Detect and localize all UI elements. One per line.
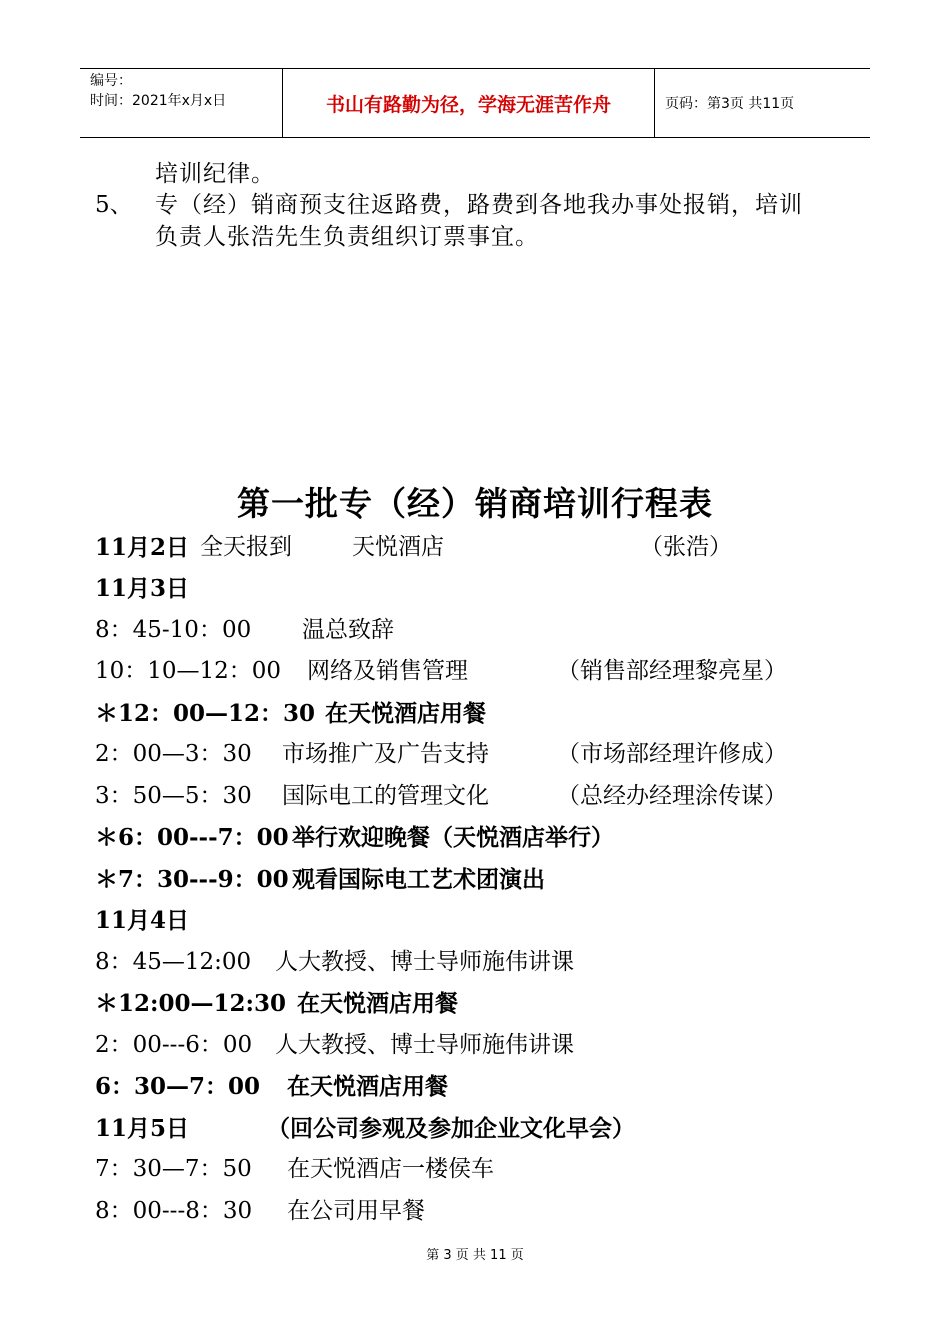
row-event: 市场推广及广告支持: [282, 741, 489, 767]
row-time: 6：30—7：00: [95, 1073, 261, 1100]
row-time: ＊6：00---7：00: [95, 824, 289, 851]
schedule-row: [95, 1025, 885, 1066]
schedule-row: [95, 1191, 885, 1232]
row-event: 在天悦酒店用餐: [297, 990, 458, 1017]
row-person: （张浩）: [640, 534, 732, 560]
row-date: 11月3日: [95, 575, 190, 602]
row-time: 8：45-10：00: [95, 617, 252, 643]
schedule-row: [95, 983, 885, 1024]
item-text-continued: 负责人张浩先生负责组织订票事宜。: [155, 224, 539, 250]
item-text: 专（经）销商预支往返路费，路费到各地我办事处报销，培训: [155, 192, 803, 218]
schedule-row: [95, 527, 885, 568]
intro-line: 培训纪律。: [155, 161, 275, 187]
row-event: 在天悦酒店用餐: [287, 1073, 448, 1100]
number-label: 编号：: [90, 73, 132, 89]
row-event: 人大教授、博士导师施伟讲课: [275, 1032, 574, 1058]
schedule-title: 第一批专（经）销商培训行程表: [237, 484, 713, 523]
header-meta: [80, 69, 282, 137]
row-event: 温总致辞: [302, 617, 394, 643]
row-time: ＊12:00—12:30: [95, 990, 287, 1017]
row-event: 网络及销售管理: [307, 658, 468, 684]
row-time: 2：00---6：00: [95, 1032, 253, 1058]
schedule-row: [95, 776, 885, 817]
schedule-row: [95, 1066, 885, 1107]
row-time: 7：30—7：50: [95, 1156, 252, 1182]
row-event: 全天报到: [200, 534, 292, 560]
row-speaker: （销售部经理黎亮星）: [557, 658, 787, 684]
row-date: 11月5日: [95, 1115, 190, 1142]
schedule-row: [95, 900, 885, 941]
row-date: 11月4日: [95, 907, 190, 934]
row-speaker: （总经办经理涂传谋）: [557, 783, 787, 809]
schedule-row: [95, 568, 885, 609]
row-event: 举行欢迎晚餐（天悦酒店举行）: [292, 824, 614, 851]
row-time: 3：50—5：30: [95, 783, 252, 809]
row-event: 在天悦酒店用餐: [325, 700, 486, 727]
item-number: 5、: [95, 192, 133, 218]
row-time: 8：45—12:00: [95, 949, 252, 975]
header-page-info: 页码：第3页 共11页: [665, 96, 795, 112]
row-event: 国际电工的管理文化: [282, 783, 489, 809]
schedule-row: [95, 693, 885, 734]
schedule-row: [95, 859, 885, 900]
schedule-row: [95, 1149, 885, 1190]
date-label: 时间：2021年x月x日: [90, 93, 227, 109]
row-speaker: （市场部经理许修成）: [557, 741, 787, 767]
schedule-row: [95, 942, 885, 983]
row-time: ＊12：00—12：30: [95, 700, 316, 727]
row-event: 人大教授、博士导师施伟讲课: [275, 949, 574, 975]
row-event: 观看国际电工艺术团演出: [292, 866, 545, 893]
schedule-row: [95, 817, 885, 858]
schedule-row: [95, 651, 885, 692]
schedule-row: [95, 610, 885, 651]
row-location: 天悦酒店: [352, 534, 444, 560]
row-event: 在公司用早餐: [287, 1198, 425, 1224]
page-footer: 第 3 页 共 11 页: [426, 1248, 524, 1263]
header-motto: 书山有路勤为径，学海无涯苦作舟: [282, 69, 655, 137]
schedule-row: [95, 734, 885, 775]
row-event: （回公司参观及参加企业文化早会）: [267, 1115, 635, 1142]
row-time: 8：00---8：30: [95, 1198, 253, 1224]
row-date: 11月2日: [95, 534, 190, 561]
page-header: [80, 68, 870, 138]
row-time: 2：00—3：30: [95, 741, 252, 767]
row-event: 在天悦酒店一楼侯车: [287, 1156, 494, 1182]
row-time: 10：10—12：00: [95, 658, 282, 684]
row-time: ＊7：30---9：00: [95, 866, 289, 893]
schedule-row: [95, 1108, 885, 1149]
